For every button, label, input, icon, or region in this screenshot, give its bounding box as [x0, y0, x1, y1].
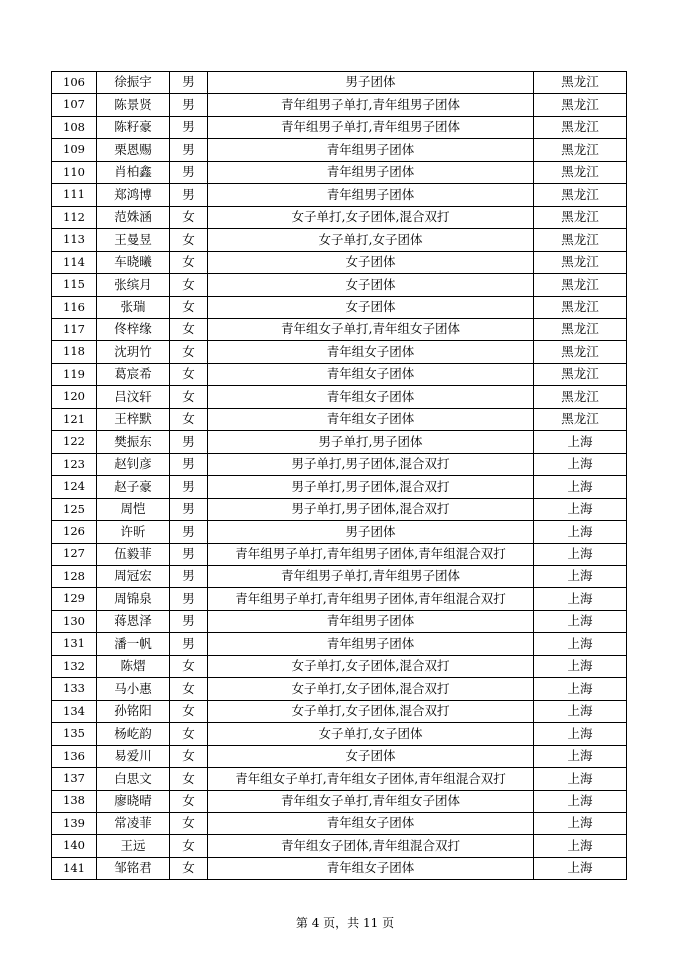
- athlete-events-cell: 青年组男子团体: [208, 633, 534, 655]
- athlete-gender-cell: 男: [170, 94, 208, 116]
- athlete-events-cell: 男子单打,男子团体,混合双打: [208, 453, 534, 475]
- athlete-gender-cell: 男: [170, 431, 208, 453]
- athlete-name-cell: 孙铭阳: [97, 700, 170, 722]
- athlete-region-cell: 黑龙江: [534, 341, 627, 363]
- athlete-gender-cell: 男: [170, 139, 208, 161]
- athlete-events-cell: 女子团体: [208, 296, 534, 318]
- table-row: [52, 251, 627, 273]
- athlete-events-cell: 女子单打,女子团体,混合双打: [208, 206, 534, 228]
- athlete-gender-cell: 女: [170, 678, 208, 700]
- athlete-region-cell: 上海: [534, 678, 627, 700]
- athlete-name-cell: 陈景贤: [97, 94, 170, 116]
- athlete-region-cell: 上海: [534, 655, 627, 677]
- athlete-gender-cell: 男: [170, 543, 208, 565]
- athlete-gender-cell: 男: [170, 453, 208, 475]
- table-row: [52, 565, 627, 587]
- athlete-region-cell: 上海: [534, 790, 627, 812]
- athlete-gender-cell: 女: [170, 700, 208, 722]
- athlete-name-cell: 杨屹韵: [97, 723, 170, 745]
- table-row: [52, 116, 627, 138]
- athlete-number-cell: 116: [52, 296, 97, 318]
- athlete-number-cell: 134: [52, 700, 97, 722]
- table-row: [52, 161, 627, 183]
- table-row: [52, 274, 627, 296]
- athlete-region-cell: 黑龙江: [534, 296, 627, 318]
- athlete-events-cell: 青年组女子团体: [208, 812, 534, 834]
- athlete-name-cell: 陈籽豪: [97, 116, 170, 138]
- athlete-events-cell: 青年组男子单打,青年组男子团体: [208, 565, 534, 587]
- athlete-events-cell: 女子单打,女子团体,混合双打: [208, 655, 534, 677]
- table-row: [52, 363, 627, 385]
- athlete-events-cell: 青年组男子团体: [208, 139, 534, 161]
- athlete-gender-cell: 女: [170, 835, 208, 857]
- athlete-name-cell: 葛宸希: [97, 363, 170, 385]
- athlete-events-cell: 青年组男子单打,青年组男子团体,青年组混合双打: [208, 588, 534, 610]
- athlete-number-cell: 122: [52, 431, 97, 453]
- table-row: [52, 229, 627, 251]
- athlete-gender-cell: 女: [170, 318, 208, 340]
- athlete-gender-cell: 女: [170, 723, 208, 745]
- athlete-gender-cell: 男: [170, 116, 208, 138]
- athlete-name-cell: 周恺: [97, 498, 170, 520]
- athlete-events-cell: 女子单打,女子团体,混合双打: [208, 678, 534, 700]
- table-row: [52, 812, 627, 834]
- athlete-region-cell: 上海: [534, 498, 627, 520]
- table-row: [52, 206, 627, 228]
- athlete-name-cell: 樊振东: [97, 431, 170, 453]
- athlete-region-cell: 上海: [534, 543, 627, 565]
- athlete-name-cell: 佟梓缘: [97, 318, 170, 340]
- athlete-events-cell: 男子单打,男子团体,混合双打: [208, 476, 534, 498]
- athlete-region-cell: 上海: [534, 431, 627, 453]
- athlete-gender-cell: 男: [170, 588, 208, 610]
- athlete-gender-cell: 女: [170, 812, 208, 834]
- athlete-number-cell: 117: [52, 318, 97, 340]
- athlete-events-cell: 女子单打,女子团体: [208, 723, 534, 745]
- athlete-name-cell: 张瑞: [97, 296, 170, 318]
- athlete-number-cell: 137: [52, 768, 97, 790]
- athlete-number-cell: 118: [52, 341, 97, 363]
- athlete-name-cell: 赵钊彦: [97, 453, 170, 475]
- athlete-number-cell: 111: [52, 184, 97, 206]
- table-row: [52, 431, 627, 453]
- athlete-events-cell: 青年组女子单打,青年组女子团体,青年组混合双打: [208, 768, 534, 790]
- athlete-region-cell: 黑龙江: [534, 386, 627, 408]
- athlete-name-cell: 马小惠: [97, 678, 170, 700]
- athlete-region-cell: 上海: [534, 745, 627, 767]
- table-row: [52, 386, 627, 408]
- athlete-number-cell: 140: [52, 835, 97, 857]
- athlete-name-cell: 廖晓晴: [97, 790, 170, 812]
- athlete-name-cell: 车晓曦: [97, 251, 170, 273]
- table-row: [52, 723, 627, 745]
- athlete-name-cell: 周冠宏: [97, 565, 170, 587]
- athlete-name-cell: 徐振宇: [97, 72, 170, 94]
- table-row: [52, 498, 627, 520]
- athlete-name-cell: 张缤月: [97, 274, 170, 296]
- athlete-name-cell: 王曼昱: [97, 229, 170, 251]
- athlete-region-cell: 黑龙江: [534, 184, 627, 206]
- athlete-region-cell: 上海: [534, 633, 627, 655]
- athlete-number-cell: 108: [52, 116, 97, 138]
- athlete-region-cell: 上海: [534, 812, 627, 834]
- athlete-events-cell: 女子团体: [208, 274, 534, 296]
- athlete-number-cell: 133: [52, 678, 97, 700]
- athlete-number-cell: 130: [52, 610, 97, 632]
- athlete-events-cell: 青年组男子单打,青年组男子团体: [208, 94, 534, 116]
- table-row: [52, 139, 627, 161]
- athlete-roster-table: [51, 71, 627, 880]
- athlete-gender-cell: 男: [170, 161, 208, 183]
- athlete-gender-cell: 男: [170, 565, 208, 587]
- page-footer: 第 4 页，共 11 页: [295, 916, 395, 930]
- athlete-gender-cell: 女: [170, 363, 208, 385]
- athlete-name-cell: 陈熠: [97, 655, 170, 677]
- athlete-events-cell: 青年组女子单打,青年组女子团体: [208, 790, 534, 812]
- table-row: [52, 521, 627, 543]
- athlete-gender-cell: 男: [170, 610, 208, 632]
- athlete-number-cell: 119: [52, 363, 97, 385]
- athlete-events-cell: 青年组女子团体: [208, 857, 534, 879]
- athlete-number-cell: 129: [52, 588, 97, 610]
- athlete-region-cell: 上海: [534, 588, 627, 610]
- athlete-number-cell: 121: [52, 408, 97, 430]
- athlete-region-cell: 黑龙江: [534, 139, 627, 161]
- athlete-number-cell: 109: [52, 139, 97, 161]
- athlete-number-cell: 127: [52, 543, 97, 565]
- athlete-events-cell: 男子团体: [208, 521, 534, 543]
- athlete-region-cell: 黑龙江: [534, 318, 627, 340]
- athlete-name-cell: 伍毅菲: [97, 543, 170, 565]
- athlete-region-cell: 上海: [534, 610, 627, 632]
- athlete-number-cell: 126: [52, 521, 97, 543]
- athlete-region-cell: 上海: [534, 723, 627, 745]
- athlete-gender-cell: 男: [170, 72, 208, 94]
- athlete-number-cell: 106: [52, 72, 97, 94]
- athlete-region-cell: 黑龙江: [534, 363, 627, 385]
- table-row: [52, 318, 627, 340]
- athlete-events-cell: 男子单打,男子团体: [208, 431, 534, 453]
- table-row: [52, 453, 627, 475]
- athlete-region-cell: 上海: [534, 453, 627, 475]
- table-row: [52, 857, 627, 879]
- athlete-gender-cell: 女: [170, 655, 208, 677]
- athlete-number-cell: 120: [52, 386, 97, 408]
- athlete-name-cell: 王梓默: [97, 408, 170, 430]
- athlete-events-cell: 男子单打,男子团体,混合双打: [208, 498, 534, 520]
- table-row: [52, 745, 627, 767]
- athlete-gender-cell: 男: [170, 498, 208, 520]
- athlete-events-cell: 青年组男子团体: [208, 161, 534, 183]
- athlete-name-cell: 郑鸿博: [97, 184, 170, 206]
- athlete-region-cell: 黑龙江: [534, 94, 627, 116]
- athlete-region-cell: 上海: [534, 835, 627, 857]
- athlete-number-cell: 135: [52, 723, 97, 745]
- athlete-name-cell: 常凌菲: [97, 812, 170, 834]
- athlete-gender-cell: 女: [170, 386, 208, 408]
- table-row: [52, 296, 627, 318]
- table-row: [52, 790, 627, 812]
- athlete-number-cell: 107: [52, 94, 97, 116]
- athlete-number-cell: 114: [52, 251, 97, 273]
- roster-table-body: [52, 72, 627, 880]
- athlete-region-cell: 上海: [534, 476, 627, 498]
- athlete-gender-cell: 女: [170, 274, 208, 296]
- athlete-name-cell: 吕汶轩: [97, 386, 170, 408]
- athlete-name-cell: 栗恩赐: [97, 139, 170, 161]
- athlete-gender-cell: 女: [170, 296, 208, 318]
- table-row: [52, 94, 627, 116]
- table-row: [52, 588, 627, 610]
- athlete-events-cell: 青年组男子团体: [208, 184, 534, 206]
- athlete-number-cell: 113: [52, 229, 97, 251]
- athlete-gender-cell: 女: [170, 768, 208, 790]
- athlete-number-cell: 136: [52, 745, 97, 767]
- athlete-gender-cell: 男: [170, 184, 208, 206]
- athlete-region-cell: 上海: [534, 565, 627, 587]
- athlete-region-cell: 黑龙江: [534, 408, 627, 430]
- athlete-region-cell: 黑龙江: [534, 161, 627, 183]
- athlete-events-cell: 女子团体: [208, 745, 534, 767]
- athlete-region-cell: 黑龙江: [534, 229, 627, 251]
- athlete-name-cell: 邹铭君: [97, 857, 170, 879]
- athlete-gender-cell: 女: [170, 745, 208, 767]
- table-row: [52, 633, 627, 655]
- table-row: [52, 768, 627, 790]
- athlete-name-cell: 周锦泉: [97, 588, 170, 610]
- athlete-gender-cell: 男: [170, 633, 208, 655]
- athlete-number-cell: 112: [52, 206, 97, 228]
- table-row: [52, 700, 627, 722]
- athlete-number-cell: 124: [52, 476, 97, 498]
- athlete-number-cell: 132: [52, 655, 97, 677]
- athlete-number-cell: 110: [52, 161, 97, 183]
- athlete-region-cell: 黑龙江: [534, 251, 627, 273]
- athlete-region-cell: 黑龙江: [534, 72, 627, 94]
- athlete-gender-cell: 女: [170, 408, 208, 430]
- athlete-name-cell: 许昕: [97, 521, 170, 543]
- athlete-events-cell: 青年组女子单打,青年组女子团体: [208, 318, 534, 340]
- athlete-events-cell: 青年组男子团体: [208, 610, 534, 632]
- athlete-gender-cell: 男: [170, 476, 208, 498]
- athlete-number-cell: 141: [52, 857, 97, 879]
- athlete-name-cell: 赵子豪: [97, 476, 170, 498]
- table-row: [52, 835, 627, 857]
- athlete-gender-cell: 女: [170, 251, 208, 273]
- athlete-events-cell: 青年组女子团体: [208, 363, 534, 385]
- athlete-region-cell: 黑龙江: [534, 206, 627, 228]
- athlete-number-cell: 131: [52, 633, 97, 655]
- athlete-number-cell: 115: [52, 274, 97, 296]
- athlete-name-cell: 范姝涵: [97, 206, 170, 228]
- athlete-name-cell: 白思文: [97, 768, 170, 790]
- athlete-region-cell: 上海: [534, 521, 627, 543]
- athlete-region-cell: 黑龙江: [534, 274, 627, 296]
- athlete-number-cell: 123: [52, 453, 97, 475]
- athlete-events-cell: 女子单打,女子团体,混合双打: [208, 700, 534, 722]
- athlete-name-cell: 蒋恩泽: [97, 610, 170, 632]
- athlete-gender-cell: 女: [170, 229, 208, 251]
- athlete-gender-cell: 男: [170, 521, 208, 543]
- athlete-name-cell: 易爱川: [97, 745, 170, 767]
- athlete-events-cell: 女子单打,女子团体: [208, 229, 534, 251]
- athlete-events-cell: 青年组女子团体: [208, 386, 534, 408]
- table-row: [52, 184, 627, 206]
- athlete-events-cell: 女子团体: [208, 251, 534, 273]
- athlete-number-cell: 128: [52, 565, 97, 587]
- athlete-events-cell: 青年组男子单打,青年组男子团体,青年组混合双打: [208, 543, 534, 565]
- table-row: [52, 655, 627, 677]
- athlete-gender-cell: 女: [170, 857, 208, 879]
- table-row: [52, 476, 627, 498]
- athlete-events-cell: 青年组女子团体: [208, 408, 534, 430]
- athlete-name-cell: 沈玥竹: [97, 341, 170, 363]
- athlete-name-cell: 肖柏鑫: [97, 161, 170, 183]
- athlete-region-cell: 上海: [534, 768, 627, 790]
- athlete-gender-cell: 女: [170, 790, 208, 812]
- athlete-events-cell: 青年组女子团体: [208, 341, 534, 363]
- table-row: [52, 408, 627, 430]
- athlete-gender-cell: 女: [170, 206, 208, 228]
- athlete-events-cell: 青年组男子单打,青年组男子团体: [208, 116, 534, 138]
- athlete-region-cell: 黑龙江: [534, 116, 627, 138]
- athlete-gender-cell: 女: [170, 341, 208, 363]
- athlete-number-cell: 125: [52, 498, 97, 520]
- athlete-events-cell: 青年组女子团体,青年组混合双打: [208, 835, 534, 857]
- table-row: [52, 678, 627, 700]
- athlete-region-cell: 上海: [534, 857, 627, 879]
- athlete-name-cell: 王远: [97, 835, 170, 857]
- table-row: [52, 72, 627, 94]
- athlete-number-cell: 138: [52, 790, 97, 812]
- athlete-number-cell: 139: [52, 812, 97, 834]
- table-row: [52, 610, 627, 632]
- athlete-events-cell: 男子团体: [208, 72, 534, 94]
- table-row: [52, 543, 627, 565]
- athlete-region-cell: 上海: [534, 700, 627, 722]
- athlete-name-cell: 潘一帆: [97, 633, 170, 655]
- table-row: [52, 341, 627, 363]
